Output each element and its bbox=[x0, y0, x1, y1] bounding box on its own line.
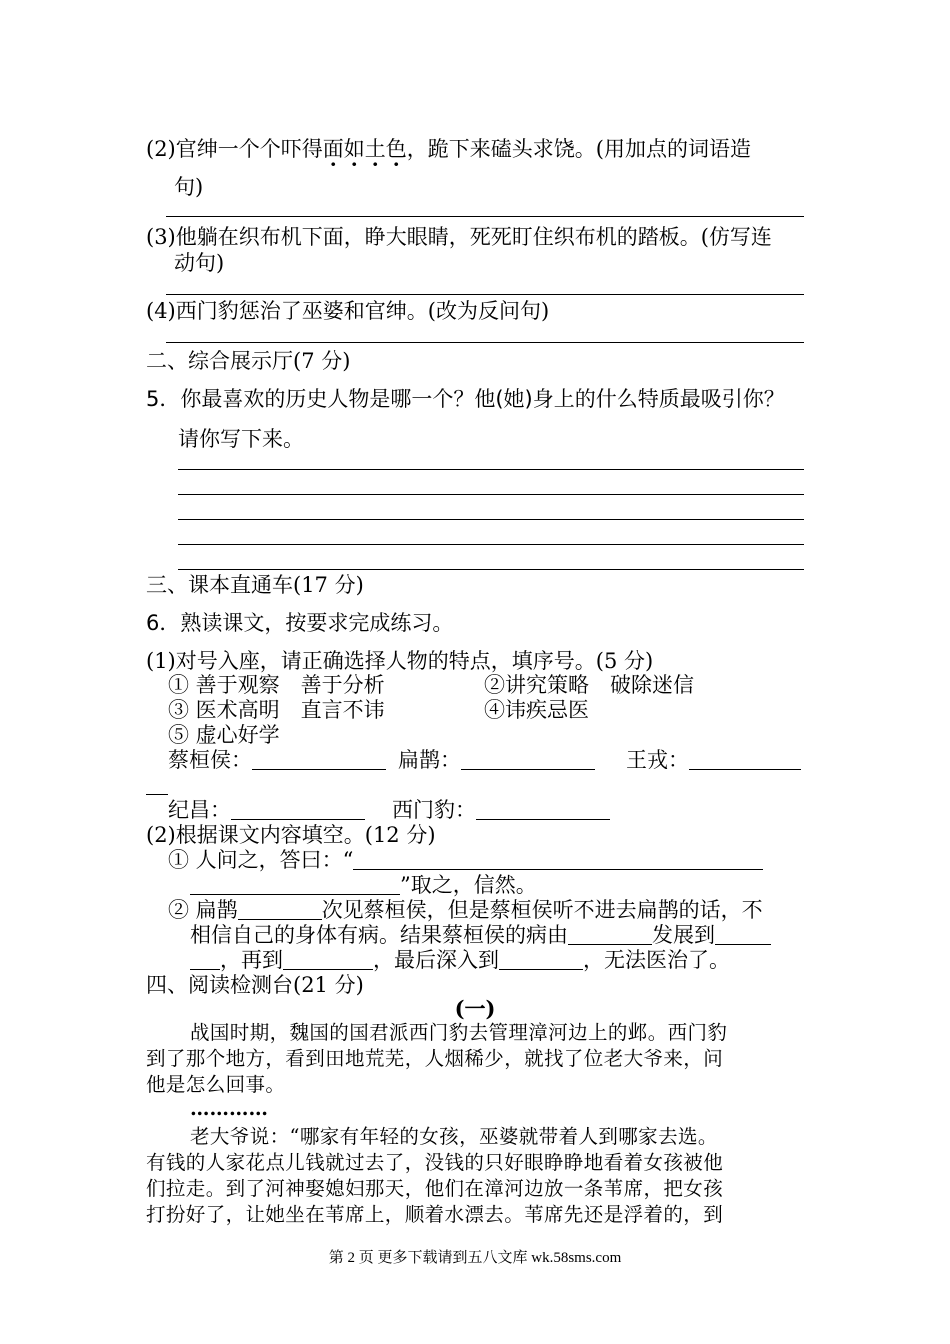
fill-blank[interactable] bbox=[499, 949, 583, 970]
answer-line[interactable] bbox=[178, 569, 804, 570]
fill-blank[interactable] bbox=[238, 899, 322, 920]
match-row-5: 西门豹： bbox=[392, 797, 610, 823]
fill-blank[interactable] bbox=[283, 949, 373, 970]
q4-item4: (4)西门豹惩治了巫婆和官绅。(改为反问句) bbox=[146, 299, 550, 323]
q4-item2: (2)官绅一个个吓得面如土色，跪下来磕头求饶。(用加点的词语造 bbox=[146, 137, 751, 161]
option-3: ③ 医术高明 直言不讳 bbox=[168, 698, 385, 722]
passage-title: (一) bbox=[454, 996, 496, 1021]
fill-item-1-cont: ”取之，信然。 bbox=[190, 872, 537, 898]
fill-blank[interactable] bbox=[461, 749, 595, 770]
fill-blank[interactable] bbox=[190, 874, 400, 895]
fill-blank[interactable] bbox=[476, 799, 610, 820]
answer-line[interactable] bbox=[178, 494, 804, 495]
section4-heading: 四、阅读检测台(21 分) bbox=[146, 973, 364, 997]
answer-line[interactable] bbox=[166, 342, 804, 343]
passage-line: 打扮好了，让她坐在苇席上，顺着水漂去。苇席先还是浮着的，到 bbox=[146, 1203, 724, 1226]
q6-prompt: 6．熟读课文，按要求完成练习。 bbox=[146, 611, 454, 635]
q4-item2-cont: 句) bbox=[174, 175, 204, 199]
fill-blank[interactable] bbox=[715, 924, 771, 945]
fill-item-2-cont2: ，再到 ，最后深入到 ，无法医治了。 bbox=[190, 947, 730, 973]
q4-item3-cont: 动句) bbox=[174, 251, 225, 275]
fill-item-2: ② 扁鹊 次见蔡桓侯，但是蔡桓侯听不进去扁鹊的话，不 bbox=[168, 898, 763, 922]
match-row-2: 扁鹊： bbox=[398, 747, 595, 773]
match-row-4: 纪昌： bbox=[168, 797, 365, 823]
blank-overflow bbox=[146, 794, 168, 795]
q6-part1: (1)对号入座，请正确选择人物的特点，填序号。(5 分) bbox=[146, 649, 654, 673]
passage-line: 老大爷说：“哪家有年轻的女孩，巫婆就带着人到哪家去选。 bbox=[190, 1125, 718, 1148]
option-2: ②讲究策略 破除迷信 bbox=[484, 673, 694, 697]
q5-prompt: 5．你最喜欢的历史人物是哪一个？他(她)身上的什么特质最吸引你？ bbox=[146, 387, 785, 411]
page-footer: 第 2 页 更多下载请到五八文库 wk.58sms.com bbox=[328, 1250, 622, 1266]
passage-line: 有钱的人家花点儿钱就过去了，没钱的只好眼睁睁地看着女孩被他 bbox=[146, 1151, 724, 1174]
fill-blank[interactable] bbox=[568, 924, 652, 945]
fill-blank[interactable] bbox=[190, 949, 220, 970]
answer-line[interactable] bbox=[178, 544, 804, 545]
fill-blank[interactable] bbox=[353, 849, 763, 870]
answer-line[interactable] bbox=[178, 519, 804, 520]
passage-line: 们拉走。到了河神娶媳妇那天，他们在漳河边放一条苇席，把女孩 bbox=[146, 1177, 724, 1200]
answer-line[interactable] bbox=[166, 294, 804, 295]
dotted-char: 面 bbox=[322, 137, 344, 161]
match-row-3: 王戎： bbox=[626, 747, 801, 773]
option-4: ④讳疾忌医 bbox=[484, 698, 589, 722]
option-5: ⑤ 虚心好学 bbox=[168, 723, 280, 747]
q6-part2: (2)根据课文内容填空。(12 分) bbox=[146, 823, 436, 847]
passage-ellipsis: ………… bbox=[190, 1097, 268, 1120]
match-row-1: 蔡桓侯： bbox=[168, 747, 386, 773]
dotted-char: 色 bbox=[385, 137, 407, 161]
dotted-char: 土 bbox=[364, 137, 386, 161]
fill-blank[interactable] bbox=[231, 799, 365, 820]
q4-item3: (3)他躺在织布机下面，睁大眼睛，死死盯住织布机的踏板。(仿写连 bbox=[146, 225, 772, 249]
fill-blank[interactable] bbox=[689, 749, 801, 770]
answer-line[interactable] bbox=[178, 469, 804, 470]
passage-line: 他是怎么回事。 bbox=[146, 1073, 286, 1096]
option-1: ① 善于观察 善于分析 bbox=[168, 673, 385, 697]
fill-item-2-cont: 相信自己的身体有病。结果蔡桓侯的病由 发展到 bbox=[190, 922, 771, 948]
fill-blank[interactable] bbox=[252, 749, 386, 770]
q5-prompt-cont: 请你写下来。 bbox=[178, 427, 304, 451]
section2-heading: 二、综合展示厅(7 分) bbox=[146, 349, 351, 373]
dotted-char: 如 bbox=[343, 137, 365, 161]
passage-line: 到了那个地方，看到田地荒芜，人烟稀少，就找了位老大爷来，问 bbox=[146, 1047, 724, 1070]
section3-heading: 三、课本直通车(17 分) bbox=[146, 573, 364, 597]
fill-item-1: ① 人问之，答曰：“ bbox=[168, 847, 763, 873]
passage-line: 战国时期，魏国的国君派西门豹去管理漳河边上的邺。西门豹 bbox=[190, 1021, 728, 1044]
answer-line[interactable] bbox=[166, 216, 804, 217]
